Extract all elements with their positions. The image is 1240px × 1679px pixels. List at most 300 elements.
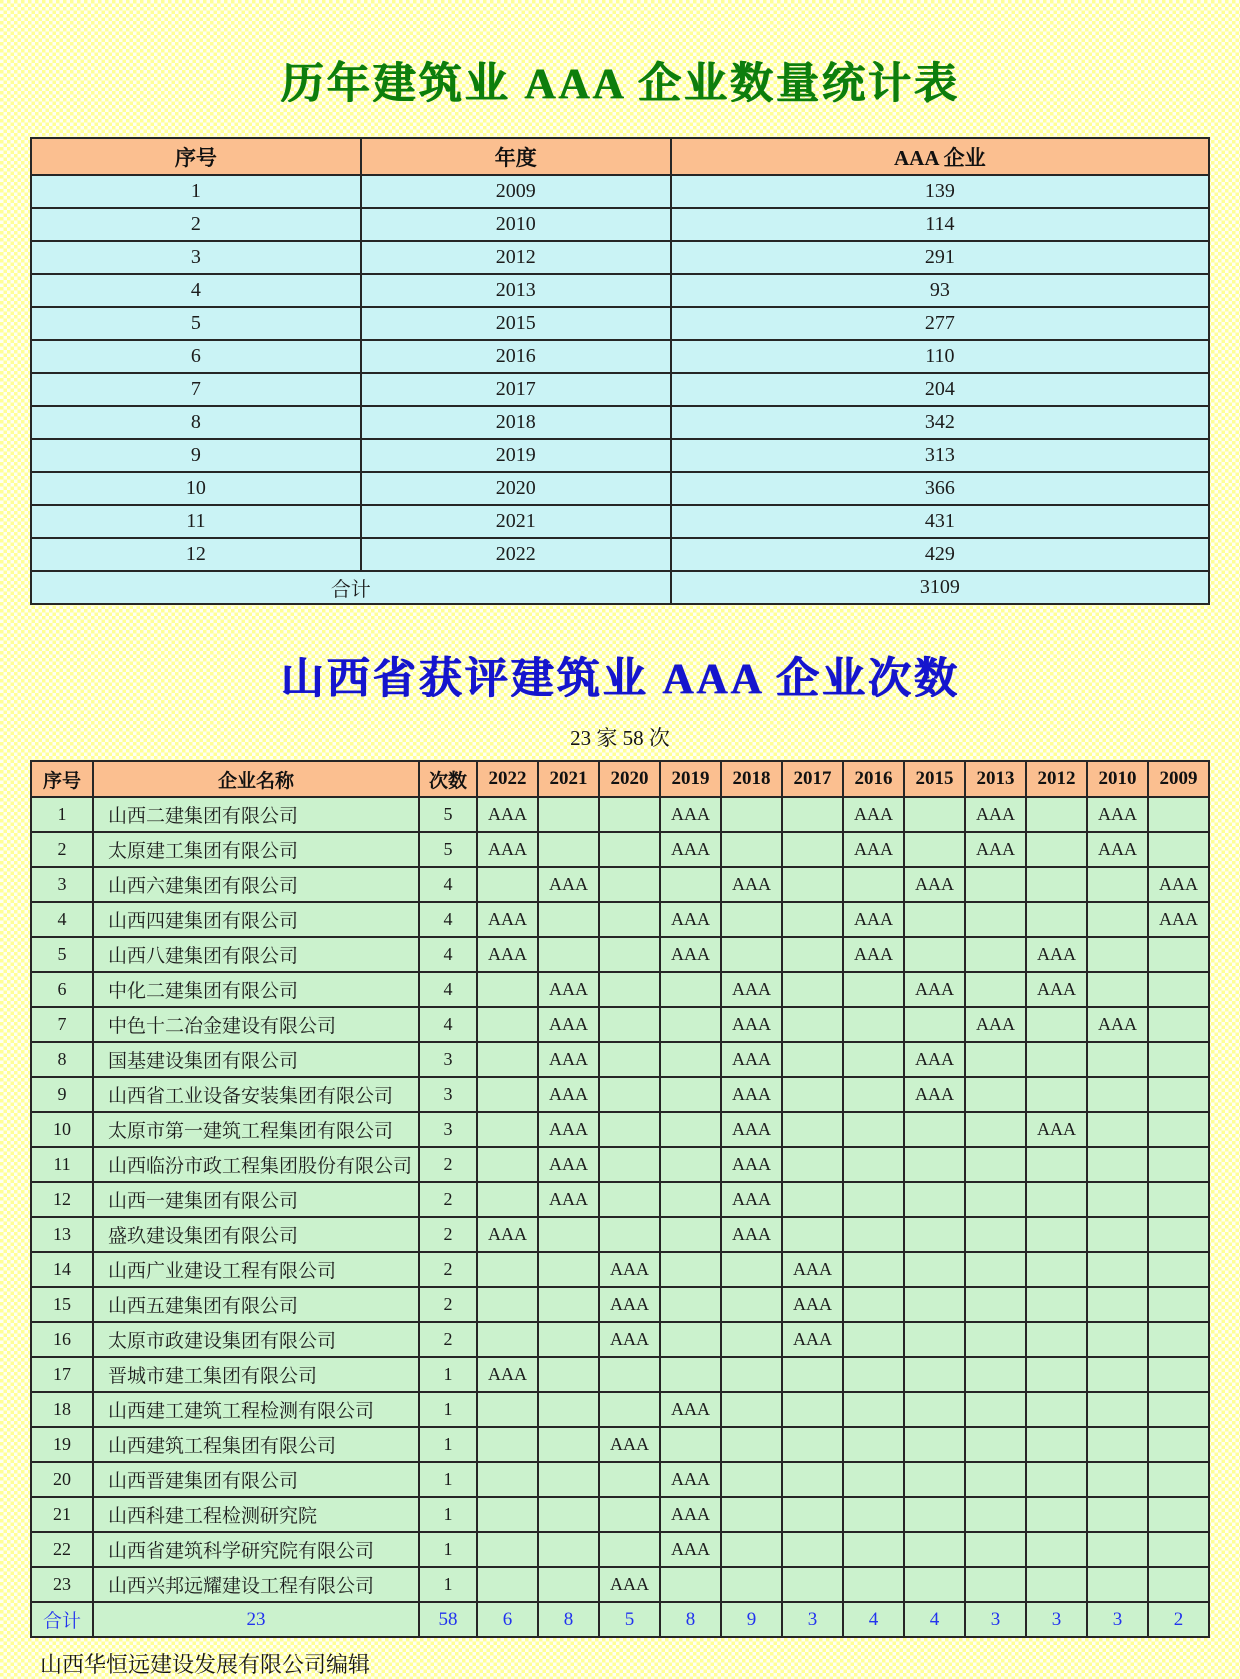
cell-award-2018: AAA: [721, 1217, 782, 1252]
cell-award-2017: [782, 867, 843, 902]
cell-award-2017: [782, 1007, 843, 1042]
cell-award-2020: AAA: [599, 1287, 660, 1322]
cell-award-2017: [782, 1462, 843, 1497]
cell-times: 2: [419, 1217, 477, 1252]
cell-company-name: 晋城市建工集团有限公司: [93, 1357, 419, 1392]
cell-aaa-count: 366: [671, 472, 1209, 505]
cell-award-2013: [965, 1042, 1026, 1077]
cell-no: 11: [31, 505, 361, 538]
cell-times: 2: [419, 1287, 477, 1322]
cell-no: 20: [31, 1462, 93, 1497]
cell-award-2009: [1148, 1217, 1209, 1252]
cell-award-2016: [843, 1287, 904, 1322]
cell-award-2009: [1148, 797, 1209, 832]
table2-row: [31, 1007, 1209, 1042]
cell-no: 4: [31, 274, 361, 307]
cell-award-2015: [904, 1182, 965, 1217]
table1-row: [31, 307, 1209, 340]
total-label: 合计: [31, 1602, 93, 1637]
cell-award-2010: AAA: [1087, 1007, 1148, 1042]
cell-award-2013: [965, 972, 1026, 1007]
cell-award-2021: [538, 1357, 599, 1392]
table1-col-header-1: 年度: [361, 138, 671, 175]
cell-award-2010: [1087, 937, 1148, 972]
cell-times: 1: [419, 1427, 477, 1462]
cell-award-2018: [721, 1392, 782, 1427]
cell-award-2018: AAA: [721, 1007, 782, 1042]
total-year-2019: 8: [660, 1602, 721, 1637]
cell-award-2015: [904, 1252, 965, 1287]
cell-no: 13: [31, 1217, 93, 1252]
total-year-2016: 4: [843, 1602, 904, 1637]
cell-company-name: 山西四建集团有限公司: [93, 902, 419, 937]
cell-award-2017: [782, 1392, 843, 1427]
cell-award-2022: AAA: [477, 937, 538, 972]
cell-award-2015: [904, 1357, 965, 1392]
cell-award-2017: AAA: [782, 1322, 843, 1357]
cell-award-2013: [965, 1077, 1026, 1112]
cell-company-name: 中色十二冶金建设有限公司: [93, 1007, 419, 1042]
cell-no: 3: [31, 241, 361, 274]
table1-row: [31, 538, 1209, 571]
cell-award-2020: [599, 867, 660, 902]
cell-award-2012: [1026, 1427, 1087, 1462]
cell-no: 6: [31, 340, 361, 373]
table2-row: [31, 1427, 1209, 1462]
cell-award-2012: AAA: [1026, 937, 1087, 972]
cell-award-2018: [721, 1532, 782, 1567]
cell-award-2020: AAA: [599, 1427, 660, 1462]
cell-aaa-count: 429: [671, 538, 1209, 571]
cell-company-name: 山西五建集团有限公司: [93, 1287, 419, 1322]
cell-times: 3: [419, 1112, 477, 1147]
cell-award-2009: [1148, 1147, 1209, 1182]
cell-award-2022: [477, 1112, 538, 1147]
cell-award-2022: AAA: [477, 832, 538, 867]
cell-award-2009: [1148, 1042, 1209, 1077]
cell-award-2018: [721, 832, 782, 867]
cell-award-2016: [843, 1042, 904, 1077]
total-year-2010: 3: [1087, 1602, 1148, 1637]
table1-row: [31, 175, 1209, 208]
cell-award-2020: [599, 1007, 660, 1042]
table2-row: [31, 1497, 1209, 1532]
cell-times: 4: [419, 867, 477, 902]
cell-award-2009: [1148, 1392, 1209, 1427]
cell-award-2012: [1026, 832, 1087, 867]
cell-award-2022: [477, 1182, 538, 1217]
cell-no: 18: [31, 1392, 93, 1427]
cell-company-name: 山西二建集团有限公司: [93, 797, 419, 832]
table2-row: [31, 1287, 1209, 1322]
cell-award-2021: [538, 1322, 599, 1357]
cell-award-2016: [843, 972, 904, 1007]
cell-award-2022: [477, 1287, 538, 1322]
cell-award-2013: [965, 1462, 1026, 1497]
cell-company-name: 山西科建工程检测研究院: [93, 1497, 419, 1532]
cell-company-name: 山西省建筑科学研究院有限公司: [93, 1532, 419, 1567]
cell-award-2020: [599, 937, 660, 972]
cell-award-2022: [477, 1042, 538, 1077]
cell-no: 9: [31, 1077, 93, 1112]
cell-award-2010: [1087, 1532, 1148, 1567]
cell-no: 9: [31, 439, 361, 472]
cell-award-2009: [1148, 1322, 1209, 1357]
cell-year: 2013: [361, 274, 671, 307]
cell-award-2015: [904, 1147, 965, 1182]
cell-award-2009: [1148, 1112, 1209, 1147]
cell-award-2010: [1087, 1217, 1148, 1252]
cell-award-2022: AAA: [477, 902, 538, 937]
cell-award-2009: [1148, 1182, 1209, 1217]
cell-award-2017: AAA: [782, 1287, 843, 1322]
cell-award-2013: [965, 1322, 1026, 1357]
cell-award-2013: [965, 1112, 1026, 1147]
cell-award-2017: [782, 1357, 843, 1392]
cell-times: 4: [419, 972, 477, 1007]
cell-aaa-count: 110: [671, 340, 1209, 373]
cell-award-2021: AAA: [538, 867, 599, 902]
cell-company-name: 山西临汾市政工程集团股份有限公司: [93, 1147, 419, 1182]
cell-company-name: 山西兴邦远耀建设工程有限公司: [93, 1567, 419, 1602]
cell-award-2016: [843, 1462, 904, 1497]
cell-award-2016: [843, 1392, 904, 1427]
cell-award-2009: [1148, 1497, 1209, 1532]
total-year-2009: 2: [1148, 1602, 1209, 1637]
table1-total-row: [31, 571, 1209, 604]
cell-award-2020: [599, 1462, 660, 1497]
table1-row: [31, 406, 1209, 439]
cell-award-2018: [721, 1322, 782, 1357]
cell-no: 11: [31, 1147, 93, 1182]
cell-award-2013: [965, 1357, 1026, 1392]
table1-header-row: [31, 138, 1209, 175]
total-value: 3109: [671, 571, 1209, 604]
cell-award-2010: [1087, 1147, 1148, 1182]
cell-times: 1: [419, 1497, 477, 1532]
cell-award-2015: [904, 1427, 965, 1462]
table2-row: [31, 797, 1209, 832]
cell-award-2013: [965, 1287, 1026, 1322]
cell-award-2015: [904, 1497, 965, 1532]
cell-times: 5: [419, 797, 477, 832]
cell-company-name: 山西晋建集团有限公司: [93, 1462, 419, 1497]
cell-award-2020: AAA: [599, 1322, 660, 1357]
table2-col-header-0: 序号: [31, 761, 93, 797]
cell-award-2017: [782, 797, 843, 832]
cell-award-2010: [1087, 1427, 1148, 1462]
cell-award-2009: [1148, 972, 1209, 1007]
cell-times: 2: [419, 1252, 477, 1287]
cell-times: 1: [419, 1392, 477, 1427]
cell-award-2018: [721, 1462, 782, 1497]
table2-row: [31, 1182, 1209, 1217]
cell-award-2012: [1026, 1392, 1087, 1427]
table2-year-header-2018: 2018: [721, 761, 782, 797]
cell-award-2018: AAA: [721, 1077, 782, 1112]
cell-award-2019: [660, 972, 721, 1007]
cell-award-2010: [1087, 902, 1148, 937]
cell-award-2012: [1026, 1567, 1087, 1602]
cell-times: 4: [419, 902, 477, 937]
cell-award-2010: [1087, 1357, 1148, 1392]
cell-times: 1: [419, 1532, 477, 1567]
cell-award-2016: AAA: [843, 797, 904, 832]
cell-award-2021: [538, 1217, 599, 1252]
cell-award-2017: [782, 1567, 843, 1602]
cell-aaa-count: 139: [671, 175, 1209, 208]
cell-award-2012: [1026, 1357, 1087, 1392]
company-aaa-awards-table: [30, 760, 1210, 1638]
cell-award-2010: [1087, 1077, 1148, 1112]
cell-award-2016: [843, 1077, 904, 1112]
table2-total-row: [31, 1602, 1209, 1637]
cell-award-2021: [538, 1532, 599, 1567]
cell-aaa-count: 342: [671, 406, 1209, 439]
cell-award-2012: AAA: [1026, 1112, 1087, 1147]
cell-award-2010: [1087, 1322, 1148, 1357]
cell-award-2016: AAA: [843, 937, 904, 972]
cell-award-2022: [477, 1007, 538, 1042]
cell-award-2013: [965, 867, 1026, 902]
cell-times: 1: [419, 1567, 477, 1602]
cell-award-2016: [843, 867, 904, 902]
cell-award-2012: [1026, 1042, 1087, 1077]
cell-no: 8: [31, 406, 361, 439]
cell-company-name: 山西建工建筑工程检测有限公司: [93, 1392, 419, 1427]
cell-award-2021: AAA: [538, 1042, 599, 1077]
cell-year: 2012: [361, 241, 671, 274]
cell-aaa-count: 313: [671, 439, 1209, 472]
table2-header-row: [31, 761, 1209, 797]
table2-row: [31, 902, 1209, 937]
cell-award-2012: [1026, 797, 1087, 832]
cell-award-2021: [538, 1567, 599, 1602]
cell-year: 2020: [361, 472, 671, 505]
cell-award-2020: [599, 832, 660, 867]
cell-year: 2019: [361, 439, 671, 472]
cell-award-2013: [965, 902, 1026, 937]
cell-award-2009: [1148, 1007, 1209, 1042]
table2-row: [31, 1357, 1209, 1392]
cell-award-2020: AAA: [599, 1252, 660, 1287]
cell-award-2009: [1148, 1357, 1209, 1392]
cell-company-name: 山西一建集团有限公司: [93, 1182, 419, 1217]
cell-no: 5: [31, 307, 361, 340]
cell-award-2021: AAA: [538, 1182, 599, 1217]
cell-award-2018: [721, 797, 782, 832]
table2-row: [31, 1217, 1209, 1252]
cell-no: 2: [31, 208, 361, 241]
cell-award-2017: [782, 902, 843, 937]
cell-award-2015: [904, 1462, 965, 1497]
cell-no: 23: [31, 1567, 93, 1602]
table1-col-header-2: AAA 企业: [671, 138, 1209, 175]
cell-award-2010: [1087, 867, 1148, 902]
cell-no: 14: [31, 1252, 93, 1287]
cell-award-2019: [660, 1077, 721, 1112]
cell-award-2019: [660, 1287, 721, 1322]
cell-award-2015: [904, 1007, 965, 1042]
cell-award-2009: AAA: [1148, 902, 1209, 937]
yearly-aaa-count-table: [30, 137, 1210, 605]
cell-award-2021: [538, 1392, 599, 1427]
cell-award-2013: [965, 1217, 1026, 1252]
cell-award-2016: AAA: [843, 902, 904, 937]
cell-award-2018: [721, 1567, 782, 1602]
table2-col-header-1: 企业名称: [93, 761, 419, 797]
cell-award-2022: AAA: [477, 1217, 538, 1252]
cell-award-2013: AAA: [965, 832, 1026, 867]
total-year-2012: 3: [1026, 1602, 1087, 1637]
cell-award-2017: [782, 1217, 843, 1252]
table2-row: [31, 832, 1209, 867]
table1-header: [31, 138, 1209, 175]
cell-award-2015: AAA: [904, 867, 965, 902]
cell-award-2019: [660, 1357, 721, 1392]
cell-award-2018: AAA: [721, 1042, 782, 1077]
cell-award-2015: AAA: [904, 972, 965, 1007]
cell-award-2022: [477, 1392, 538, 1427]
cell-award-2018: AAA: [721, 867, 782, 902]
cell-award-2010: [1087, 1182, 1148, 1217]
cell-award-2018: AAA: [721, 1112, 782, 1147]
cell-award-2021: [538, 1497, 599, 1532]
total-year-2020: 5: [599, 1602, 660, 1637]
total-year-2021: 8: [538, 1602, 599, 1637]
cell-award-2017: [782, 972, 843, 1007]
cell-award-2013: [965, 1252, 1026, 1287]
cell-award-2012: [1026, 1532, 1087, 1567]
cell-times: 1: [419, 1462, 477, 1497]
cell-award-2015: [904, 902, 965, 937]
cell-award-2013: [965, 1147, 1026, 1182]
cell-award-2010: [1087, 1252, 1148, 1287]
cell-award-2013: [965, 1182, 1026, 1217]
cell-award-2020: [599, 797, 660, 832]
cell-no: 17: [31, 1357, 93, 1392]
cell-no: 6: [31, 972, 93, 1007]
cell-year: 2022: [361, 538, 671, 571]
cell-award-2018: AAA: [721, 1182, 782, 1217]
cell-award-2010: [1087, 1112, 1148, 1147]
cell-award-2009: [1148, 1462, 1209, 1497]
table2-year-header-2010: 2010: [1087, 761, 1148, 797]
cell-award-2015: [904, 937, 965, 972]
cell-award-2017: [782, 937, 843, 972]
cell-award-2022: [477, 1567, 538, 1602]
cell-award-2021: AAA: [538, 1077, 599, 1112]
cell-award-2019: AAA: [660, 1532, 721, 1567]
cell-award-2022: AAA: [477, 797, 538, 832]
table2-row: [31, 937, 1209, 972]
cell-award-2018: [721, 1427, 782, 1462]
cell-award-2012: [1026, 1182, 1087, 1217]
cell-award-2009: [1148, 1532, 1209, 1567]
cell-award-2015: [904, 1112, 965, 1147]
cell-award-2010: [1087, 972, 1148, 1007]
cell-no: 12: [31, 1182, 93, 1217]
table2-row: [31, 1042, 1209, 1077]
cell-award-2016: [843, 1112, 904, 1147]
cell-no: 1: [31, 797, 93, 832]
table2-title: 山西省获评建筑业 AAA 企业次数: [280, 656, 960, 703]
cell-company-name: 山西六建集团有限公司: [93, 867, 419, 902]
cell-award-2013: AAA: [965, 1007, 1026, 1042]
cell-times: 2: [419, 1147, 477, 1182]
cell-times: 2: [419, 1322, 477, 1357]
cell-award-2012: [1026, 1217, 1087, 1252]
cell-award-2019: AAA: [660, 937, 721, 972]
total-companies: 23: [93, 1602, 419, 1637]
cell-award-2015: [904, 1567, 965, 1602]
cell-award-2009: [1148, 832, 1209, 867]
cell-award-2017: [782, 1182, 843, 1217]
table2-year-header-2021: 2021: [538, 761, 599, 797]
table2-year-header-2017: 2017: [782, 761, 843, 797]
cell-award-2015: [904, 1392, 965, 1427]
cell-award-2009: [1148, 1077, 1209, 1112]
table2-year-header-2012: 2012: [1026, 761, 1087, 797]
cell-year: 2018: [361, 406, 671, 439]
cell-award-2013: [965, 937, 1026, 972]
cell-award-2019: AAA: [660, 902, 721, 937]
cell-aaa-count: 431: [671, 505, 1209, 538]
table2-row: [31, 1462, 1209, 1497]
cell-award-2012: [1026, 867, 1087, 902]
total-year-2017: 3: [782, 1602, 843, 1637]
table2-year-header-2013: 2013: [965, 761, 1026, 797]
cell-no: 7: [31, 1007, 93, 1042]
cell-award-2016: [843, 1147, 904, 1182]
cell-award-2015: AAA: [904, 1077, 965, 1112]
cell-award-2016: AAA: [843, 832, 904, 867]
cell-aaa-count: 93: [671, 274, 1209, 307]
cell-award-2022: [477, 1462, 538, 1497]
cell-award-2019: [660, 1217, 721, 1252]
cell-award-2010: [1087, 1462, 1148, 1497]
cell-award-2013: [965, 1497, 1026, 1532]
cell-award-2020: [599, 1392, 660, 1427]
cell-year: 2009: [361, 175, 671, 208]
footer-credit: 山西华恒远建设发展有限公司编辑: [40, 1652, 371, 1677]
cell-no: 16: [31, 1322, 93, 1357]
cell-award-2016: [843, 1182, 904, 1217]
cell-award-2009: AAA: [1148, 867, 1209, 902]
cell-award-2017: [782, 1042, 843, 1077]
cell-award-2018: [721, 1497, 782, 1532]
cell-award-2018: [721, 1357, 782, 1392]
cell-no: 1: [31, 175, 361, 208]
cell-no: 5: [31, 937, 93, 972]
cell-award-2020: AAA: [599, 1567, 660, 1602]
cell-award-2019: [660, 1567, 721, 1602]
cell-award-2018: AAA: [721, 1147, 782, 1182]
cell-no: 7: [31, 373, 361, 406]
cell-award-2015: [904, 1532, 965, 1567]
cell-award-2019: [660, 1112, 721, 1147]
cell-award-2012: [1026, 902, 1087, 937]
cell-company-name: 国基建设集团有限公司: [93, 1042, 419, 1077]
total-year-2022: 6: [477, 1602, 538, 1637]
table2-row: [31, 1392, 1209, 1427]
cell-award-2019: AAA: [660, 1497, 721, 1532]
cell-award-2017: [782, 1427, 843, 1462]
cell-no: 21: [31, 1497, 93, 1532]
cell-award-2021: [538, 797, 599, 832]
cell-company-name: 盛玖建设集团有限公司: [93, 1217, 419, 1252]
cell-award-2021: [538, 1252, 599, 1287]
